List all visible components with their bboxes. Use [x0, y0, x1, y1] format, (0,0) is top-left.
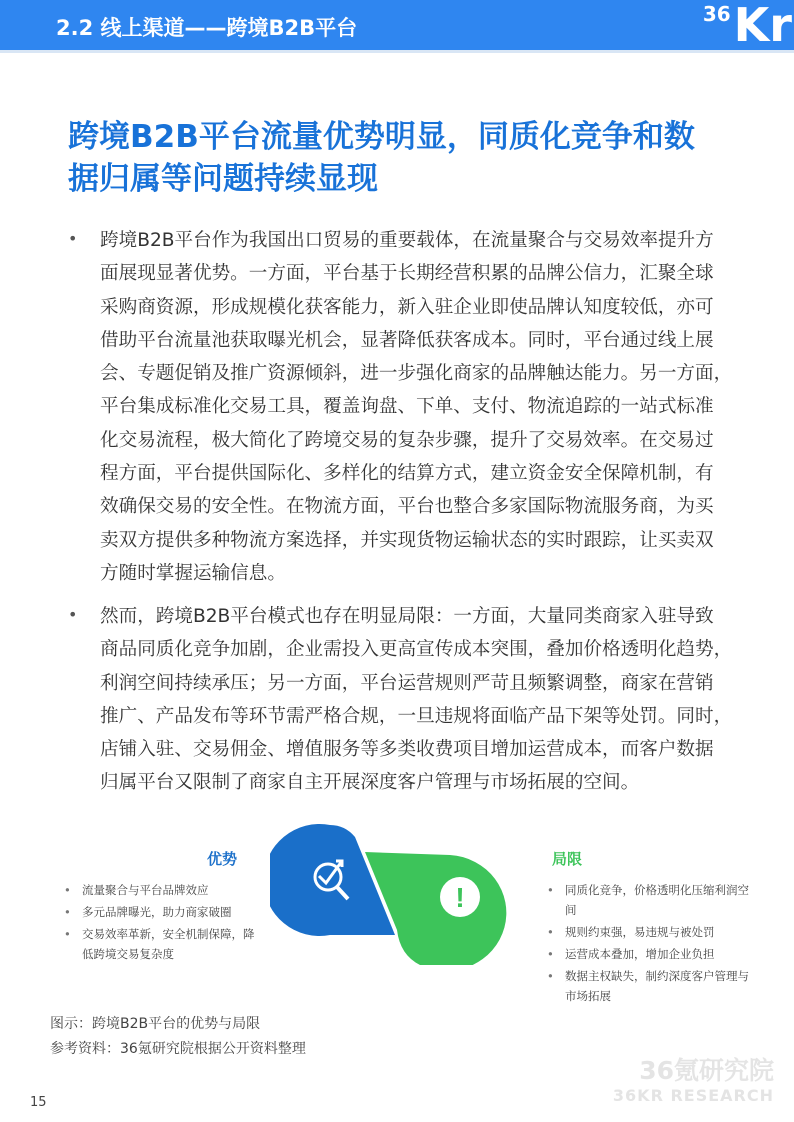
list-item: • 运营成本叠加，增加企业负担	[545, 944, 755, 964]
paragraph-limits	[100, 600, 732, 800]
paragraph-line: 面展现显著优势。一方面，平台基于长期经营积累的品牌公信力，汇聚全球	[100, 263, 714, 285]
advantages-limits-graphic	[270, 815, 530, 965]
title-line: 据归属等问题持续显现	[68, 161, 378, 197]
paragraph-line: 平台集成标准化交易工具，覆盖询盘、下单、支付、物流追踪的一站式标准	[100, 396, 714, 418]
paragraph-line: 效确保交易的安全性。在物流方面，平台也整合多家国际物流服务商，为买	[100, 496, 714, 518]
list-item: • 多元品牌曝光，助力商家破圈	[62, 902, 262, 922]
paragraph-line: 利润空间持续承压；另一方面，平台运营规则严苛且频繁调整，商家在营销	[100, 672, 714, 694]
paragraph-line: 归属平台又限制了商家自主开展深度客户管理与市场拓展的空间。	[100, 772, 640, 794]
paragraph-line: 商品同质化竞争加剧，企业需投入更高宣传成本突围，叠加价格透明化趋势，	[100, 639, 733, 661]
page-number: 15	[30, 1095, 47, 1110]
section-title: 2.2 线上渠道——跨境B2B平台	[56, 16, 358, 40]
paragraph-line: 店铺入驻、交易佣金、增值服务等多类收费项目增加运营成本，而客户数据	[100, 739, 714, 761]
advantages-heading: 优势	[207, 850, 238, 868]
source-note: 参考资料：36氪研究院根据公开资料整理	[50, 1041, 306, 1057]
paragraph-line: 卖双方提供多种物流方案选择，并实现货物运输状态的实时跟踪，让买卖双	[100, 529, 714, 551]
limits-list	[545, 880, 755, 1008]
figure-caption: 图示：跨境B2B平台的优势与局限	[50, 1016, 261, 1032]
paragraph-advantages	[100, 224, 732, 590]
paragraph-line: 会、专题促销及推广资源倾斜，进一步强化商家的品牌触达能力。另一方面，	[100, 363, 733, 385]
section-header	[0, 0, 794, 53]
logo-letters: Kr	[733, 0, 792, 50]
list-item: • 规则约束强，易违规与被处罚	[545, 922, 755, 942]
watermark-cn: 36氪研究院	[639, 1056, 774, 1085]
paragraph-line: 跨境B2B平台作为我国出口贸易的重要载体，在流量聚合与交易效率提升方	[100, 230, 714, 251]
limits-heading: 局限	[552, 850, 583, 868]
paragraph-line: 借助平台流量池获取曝光机会，显著降低获客成本。同时，平台通过线上展	[100, 329, 714, 351]
list-item: • 交易效率革新，安全机制保障，降低跨境交易复杂度	[62, 924, 262, 964]
paragraph-line: 推广、产品发布等环节需严格合规，一旦违规将面临产品下架等处罚。同时，	[100, 705, 733, 727]
list-item: • 同质化竞争，价格透明化压缩利润空间	[545, 880, 755, 920]
page-title	[68, 116, 695, 200]
logo-number: 36	[702, 2, 731, 26]
bullet-icon: •	[68, 605, 78, 624]
paragraph-line: 化交易流程，极大简化了跨境交易的复杂步骤，提升了交易效率。在交易过	[100, 429, 714, 451]
paragraph-line: 采购商资源，形成规模化获客能力，新入驻企业即使品牌认知度较低，亦可	[100, 296, 714, 318]
paragraph-line: 然而，跨境B2B平台模式也存在明显局限：一方面，大量同类商家入驻导致	[100, 606, 714, 627]
paragraph-line: 方随时掌握运输信息。	[100, 562, 286, 584]
title-line: 跨境B2B平台流量优势明显，同质化竞争和数	[68, 119, 695, 155]
list-item: • 流量聚合与平台品牌效应	[62, 880, 262, 900]
paragraph-line: 程方面，平台提供国际化、多样化的结算方式，建立资金安全保障机制，有	[100, 463, 714, 485]
list-item: • 数据主权缺失，制约深度客户管理与市场拓展	[545, 966, 755, 1006]
36kr-logo	[703, 0, 792, 50]
exclamation-mark: !	[455, 882, 465, 913]
watermark-en: 36KR RESEARCH	[612, 1086, 774, 1105]
watermark	[613, 1056, 774, 1106]
advantages-shape	[270, 824, 395, 936]
advantages-list	[62, 880, 262, 966]
limits-shape	[365, 852, 506, 965]
bullet-icon: •	[68, 229, 78, 248]
